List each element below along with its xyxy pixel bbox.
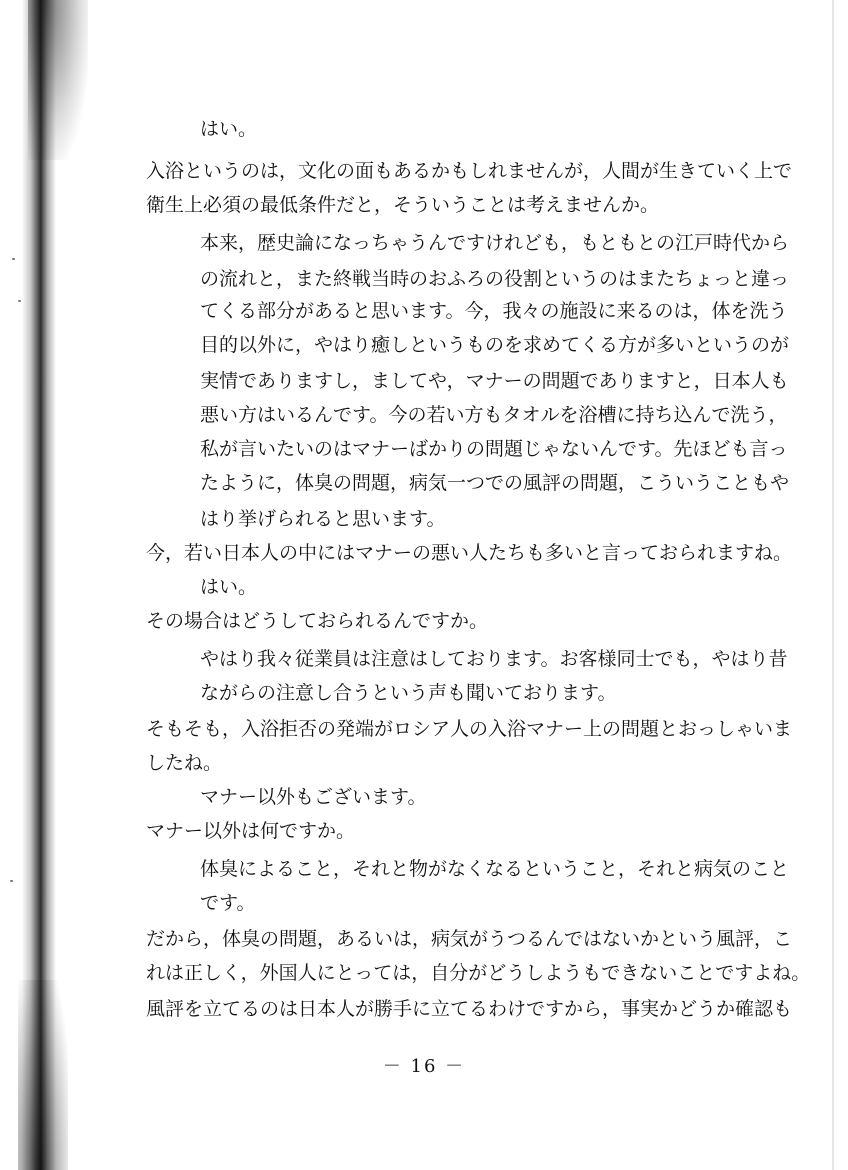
transcript-line: そもそも，入浴拒否の発端がロシア人の入浴マナー上の問題とおっしゃいま xyxy=(146,718,793,740)
scan-speck xyxy=(12,258,15,260)
transcript-line: マナー以外もございます。 xyxy=(200,786,427,808)
transcript-line: 本来，歴史論になっちゃうんですけれども，もともとの江戸時代から xyxy=(200,232,790,254)
transcript-line: やはり我々従業員は注意はしております。お客様同士でも，やはり昔 xyxy=(200,648,788,670)
transcript-line: 体臭によること，それと物がなくなるということ，それと病気のこと xyxy=(200,858,790,880)
transcript-line: マナー以外は何ですか。 xyxy=(146,820,356,842)
transcript-line: だから，体臭の問題，あるいは，病気がうつるんではないかという風評，こ xyxy=(146,928,793,950)
transcript-line: てくる部分があると思います。今，我々の施設に来るのは，体を洗う xyxy=(200,300,788,322)
scan-shadow-top xyxy=(28,0,88,160)
transcript-line: ながらの注意し合うという声も聞いております。 xyxy=(200,682,617,704)
transcript-line: はい。 xyxy=(200,576,258,598)
page-right-edge xyxy=(832,0,834,1170)
transcript-line: 入浴というのは，文化の面もあるかもしれませんが，人間が生きていく上で xyxy=(146,160,793,182)
scan-speck xyxy=(18,300,21,302)
transcript-line: です。 xyxy=(200,892,256,914)
transcript-line: はり挙げられると思います。 xyxy=(200,508,446,530)
transcript-line: 私が言いたいのはマナーばかりの問題じゃないんです。先ほども言っ xyxy=(200,438,788,460)
transcript-line: 実情でありますし，ましてや，マナーの問題でありますと，日本人も xyxy=(200,370,789,392)
page-number: － 16 － xyxy=(382,1056,466,1077)
transcript-line: 目的以外に，やはり癒しというものを求めてくる方が多いというのが xyxy=(200,334,790,356)
transcript-line: たように，体臭の問題，病気一つでの風評の問題，こういうこともや xyxy=(200,472,790,494)
transcript-line: はい。 xyxy=(200,118,258,140)
transcript-line: 悪い方はいるんです。今の若い方もタオルを浴槽に持ち込んで洗う， xyxy=(200,404,788,426)
transcript-line: 風評を立てるのは日本人が勝手に立てるわけですから，事実かどうか確認も xyxy=(146,998,793,1020)
transcript-line: したね。 xyxy=(146,752,223,774)
transcript-line: れは正しく，外国人にとっては，自分がどうしようもできないことですよね。 xyxy=(146,962,811,984)
transcript-line: 衛生上必須の最低条件だと，そういうことは考えませんか。 xyxy=(146,194,660,216)
transcript-line: の流れと，また終戦当時のおふろの役割というのはまたちょっと違っ xyxy=(200,268,790,290)
transcript-line: 今，若い日本人の中にはマナーの悪い人たちも多いと言っておられますね。 xyxy=(146,542,793,564)
scan-speck xyxy=(10,880,13,882)
transcript-line: その場合はどうしておられるんですか。 xyxy=(146,610,489,632)
